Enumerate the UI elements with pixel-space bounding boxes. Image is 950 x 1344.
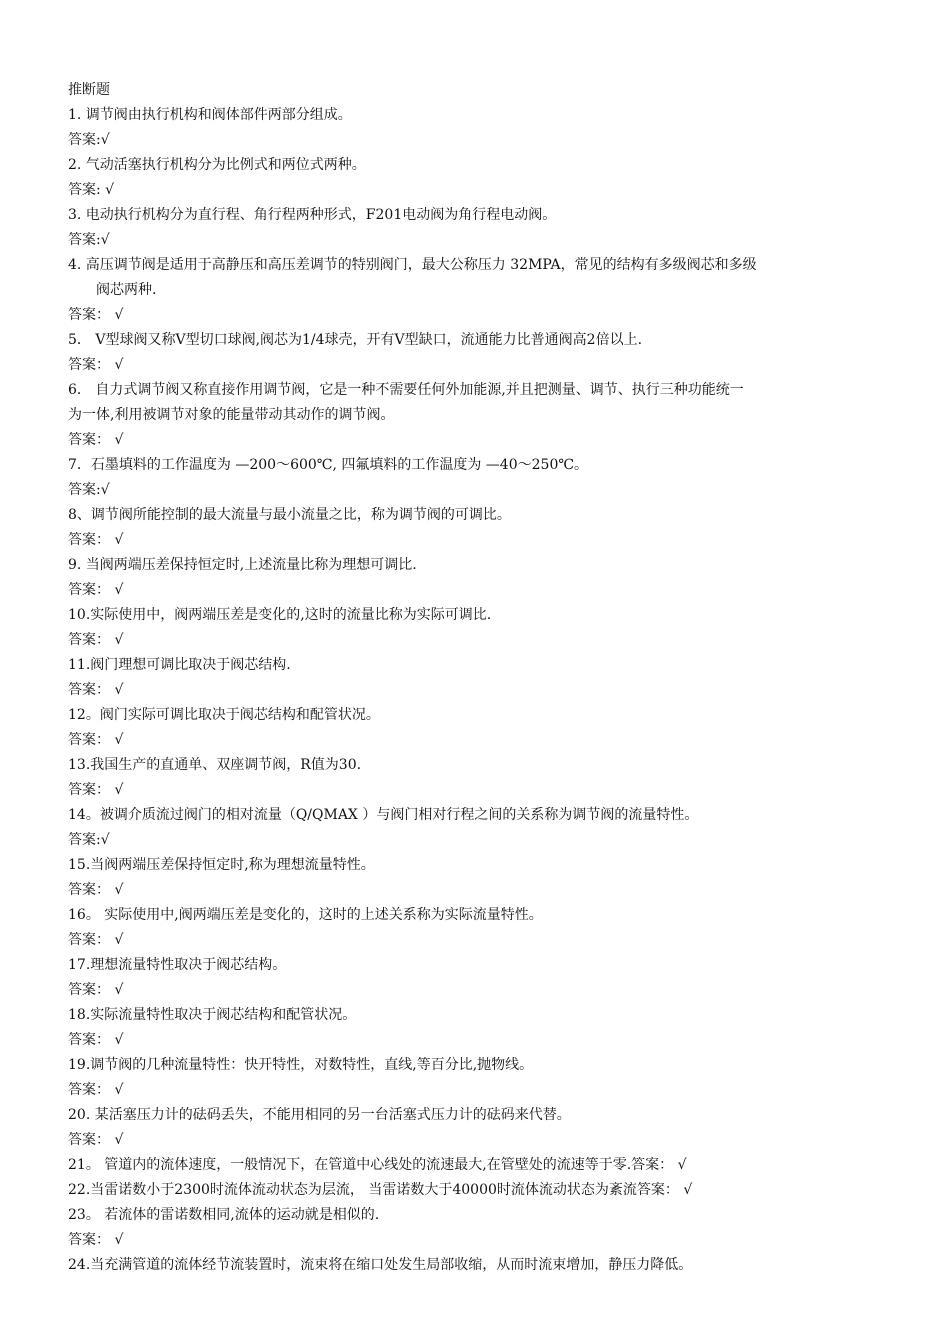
answer-line: 答案:√: [68, 232, 110, 248]
answer-line: 答案： √: [68, 882, 124, 898]
question-line: 1. 调节阀由执行机构和阀体部件两部分组成。: [68, 107, 352, 123]
question-line: 13.我国生产的直通单、双座调节阀，R值为30.: [68, 757, 362, 773]
answer-line: 答案： √: [68, 1132, 124, 1148]
question-line: 9. 当阀两端压差保持恒定时,上述流量比称为理想可调比.: [68, 557, 417, 573]
question-line: 16。 实际使用中,阀两端压差是变化的，这时的上述关系称为实际流量特性。: [68, 907, 543, 923]
question-line: 4. 高压调节阀是适用于高静压和高压差调节的特别阀门，最大公称压力 32MPA，常见的结构有多级阀芯和多级: [68, 257, 757, 273]
answer-line: 答案： √: [68, 432, 124, 448]
question-line: 6． 自力式调节阀又称直接作用调节阀，它是一种不需要任何外加能源,并且把测量、调节、执行三种功能统一: [68, 382, 744, 398]
section-heading: 推断题: [68, 82, 110, 98]
question-line: 15.当阀两端压差保持恒定时,称为理想流量特性。: [68, 857, 375, 873]
question-line: 12。阀门实际可调比取决于阀芯结构和配管状况。: [68, 707, 380, 723]
question-continuation: 阀芯两种.: [96, 282, 157, 298]
question-line: 22.当雷诺数小于2300时流体流动状态为层流， 当雷诺数大于40000时流体流动状态为紊流答案： √: [68, 1182, 693, 1198]
answer-line: 答案： √: [68, 582, 124, 598]
answer-line: 答案： √: [68, 1032, 124, 1048]
answer-line: 答案： √: [68, 307, 124, 323]
answer-line: 答案： √: [68, 1232, 124, 1248]
question-line: 21。 管道内的流体速度，一般情况下，在管道中心线处的流速最大,在管壁处的流速等于零.答案： √: [68, 1157, 687, 1173]
answer-line: 答案： √: [68, 632, 124, 648]
question-list: [68, 78, 888, 1278]
answer-line: 答案:√: [68, 132, 110, 148]
answer-line: 答案： √: [68, 1082, 124, 1098]
answer-line: 答案： √: [68, 732, 124, 748]
answer-line: 答案： √: [68, 532, 124, 548]
question-line: 18.实际流量特性取决于阀芯结构和配管状况。: [68, 1007, 357, 1023]
question-line: 20. 某活塞压力计的砝码丢失，不能用相同的另一台活塞式压力计的砝码来代替。: [68, 1107, 571, 1123]
question-line: 7．石墨填料的工作温度为 —200～600℃, 四氟填料的工作温度为 —40～250℃。: [68, 457, 589, 473]
answer-line: 答案:√: [68, 832, 110, 848]
question-line: 14。被调介质流过阀门的相对流量（Q/QMAX ）与阀门相对行程之间的关系称为调节阀的流量特性。: [68, 807, 699, 823]
question-line: 19.调节阀的几种流量特性：快开特性，对数特性，直线,等百分比,抛物线。: [68, 1057, 534, 1073]
question-line: 3. 电动执行机构分为直行程、角行程两种形式，F201电动阀为角行程电动阀。: [68, 207, 557, 223]
question-line: 2. 气动活塞执行机构分为比例式和两位式两种。: [68, 157, 366, 173]
answer-line: 答案： √: [68, 357, 124, 373]
question-line: 5． V型球阀又称V型切口球阀,阀芯为1/4球壳，开有V型缺口，流通能力比普通阀高2倍以上.: [68, 332, 643, 348]
answer-line: 答案: √: [68, 182, 115, 198]
question-line: 24.当充满管道的流体经节流装置时，流束将在缩口处发生局部收缩，从而时流束增加，静压力降低。: [68, 1257, 693, 1273]
question-line: 17.理想流量特性取决于阀芯结构。: [68, 957, 287, 973]
answer-line: 答案： √: [68, 682, 124, 698]
answer-line: 答案:√: [68, 482, 110, 498]
question-continuation: 为一体,利用被调节对象的能量带动其动作的调节阀。: [68, 407, 395, 423]
answer-line: 答案： √: [68, 982, 124, 998]
question-line: 10.实际使用中，阀两端压差是变化的,这时的流量比称为实际可调比.: [68, 607, 492, 623]
answer-line: 答案： √: [68, 782, 124, 798]
answer-line: 答案： √: [68, 932, 124, 948]
question-line: 23。 若流体的雷诺数相同,流体的运动就是相似的.: [68, 1207, 380, 1223]
question-line: 8、调节阀所能控制的最大流量与最小流量之比，称为调节阀的可调比。: [68, 507, 511, 523]
question-line: 11.阀门理想可调比取决于阀芯结构.: [68, 657, 291, 673]
